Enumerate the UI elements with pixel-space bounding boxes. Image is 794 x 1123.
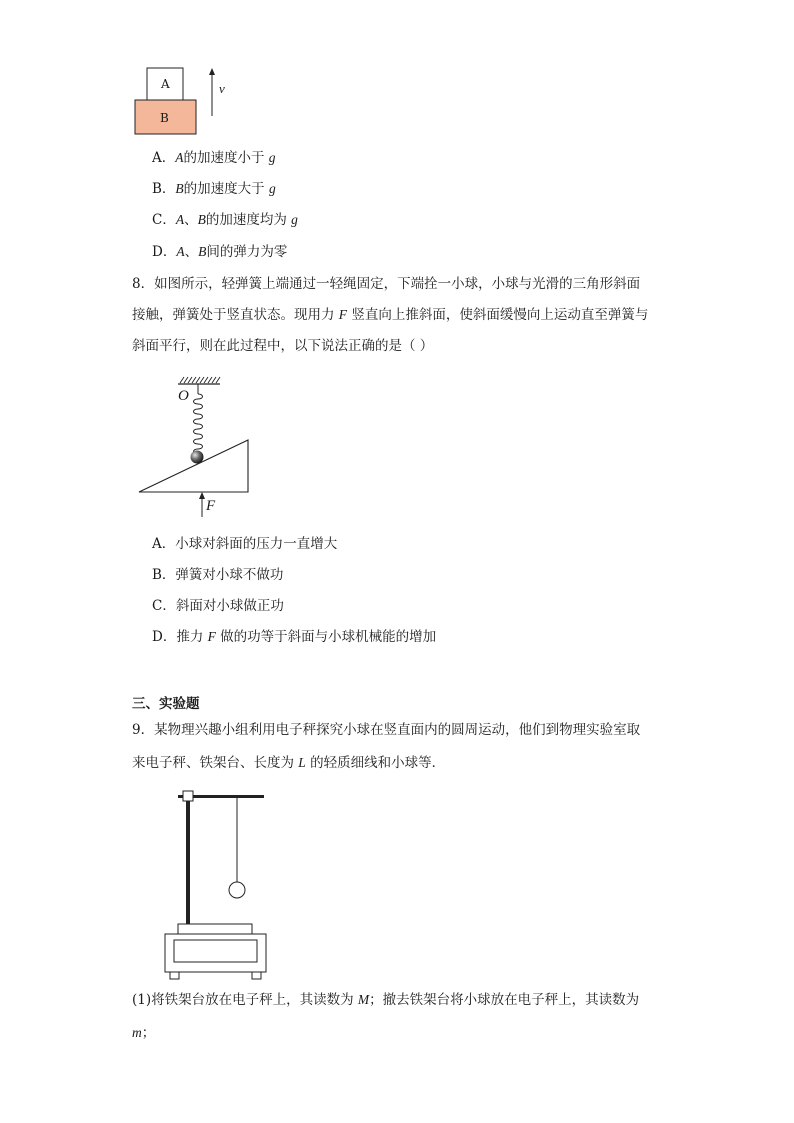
scale-display [174, 940, 257, 962]
q9-sub1-line1: (1)将铁架台放在电子秤上，其读数为 M；撤去铁架台将小球放在电子秤上，其读数为 [132, 992, 640, 1008]
q8-option-a[interactable]: A．小球对斜面的压力一直增大 [152, 536, 338, 552]
stand-pole [186, 792, 190, 924]
q7-option-a[interactable]: A．A的加速度小于 g [152, 150, 276, 166]
q8-stem-line1: 8．如图所示，轻弹簧上端通过一轻绳固定，下端拴一小球，小球与光滑的三角形斜面 [132, 276, 641, 292]
figure-spring-incline [134, 372, 264, 520]
q8-stem-line2: 接触，弹簧处于竖直状态。现用力 F 竖直向上推斜面，使斜面缓慢向上运动直至弹簧与 [132, 307, 649, 323]
q7-option-b[interactable]: B．B的加速度大于 g [152, 181, 276, 197]
q9-sub1-line2: m； [132, 1025, 156, 1041]
label-o: O [178, 388, 189, 404]
label-v: v [219, 81, 225, 96]
stand-clamp [183, 791, 193, 801]
stand-base [178, 924, 252, 934]
spring [194, 394, 203, 459]
pendulum-ball [229, 882, 245, 898]
q8-option-c[interactable]: C．斜面对小球做正功 [152, 598, 284, 614]
ball [191, 451, 204, 464]
label-b: B [160, 111, 169, 125]
incline [139, 440, 248, 492]
scale-foot-left [170, 972, 179, 979]
q8-option-b[interactable]: B．弹簧对小球不做功 [152, 567, 284, 583]
label-f-figure: F [206, 498, 216, 514]
q9-stem-line1: 9．某物理兴趣小组利用电子秤探究小球在竖直面内的圆周运动，他们到物理实验室取 [132, 722, 641, 738]
scale-foot-right [252, 972, 261, 979]
q8-stem-line3: 斜面平行，则在此过程中，以下说法正确的是（ ） [132, 338, 434, 354]
label-a: A [161, 77, 170, 91]
q8-option-d[interactable]: D．推力 F 做的功等于斜面与小球机械能的增加 [152, 629, 437, 645]
figure-stand-scale [160, 782, 270, 982]
ceiling-hatch [180, 377, 220, 383]
q7-option-d[interactable]: D．A、B间的弹力为零 [152, 244, 288, 260]
section-title: 三、实验题 [132, 696, 200, 712]
force-arrow-head [199, 492, 205, 499]
velocity-arrow-head [209, 68, 215, 75]
q9-stem-line2: 来电子秤、铁架台、长度为 L 的轻质细线和小球等． [132, 755, 446, 771]
figure-blocks-ab [130, 64, 240, 138]
q7-option-c[interactable]: C．A、B的加速度均为 g [152, 212, 298, 228]
